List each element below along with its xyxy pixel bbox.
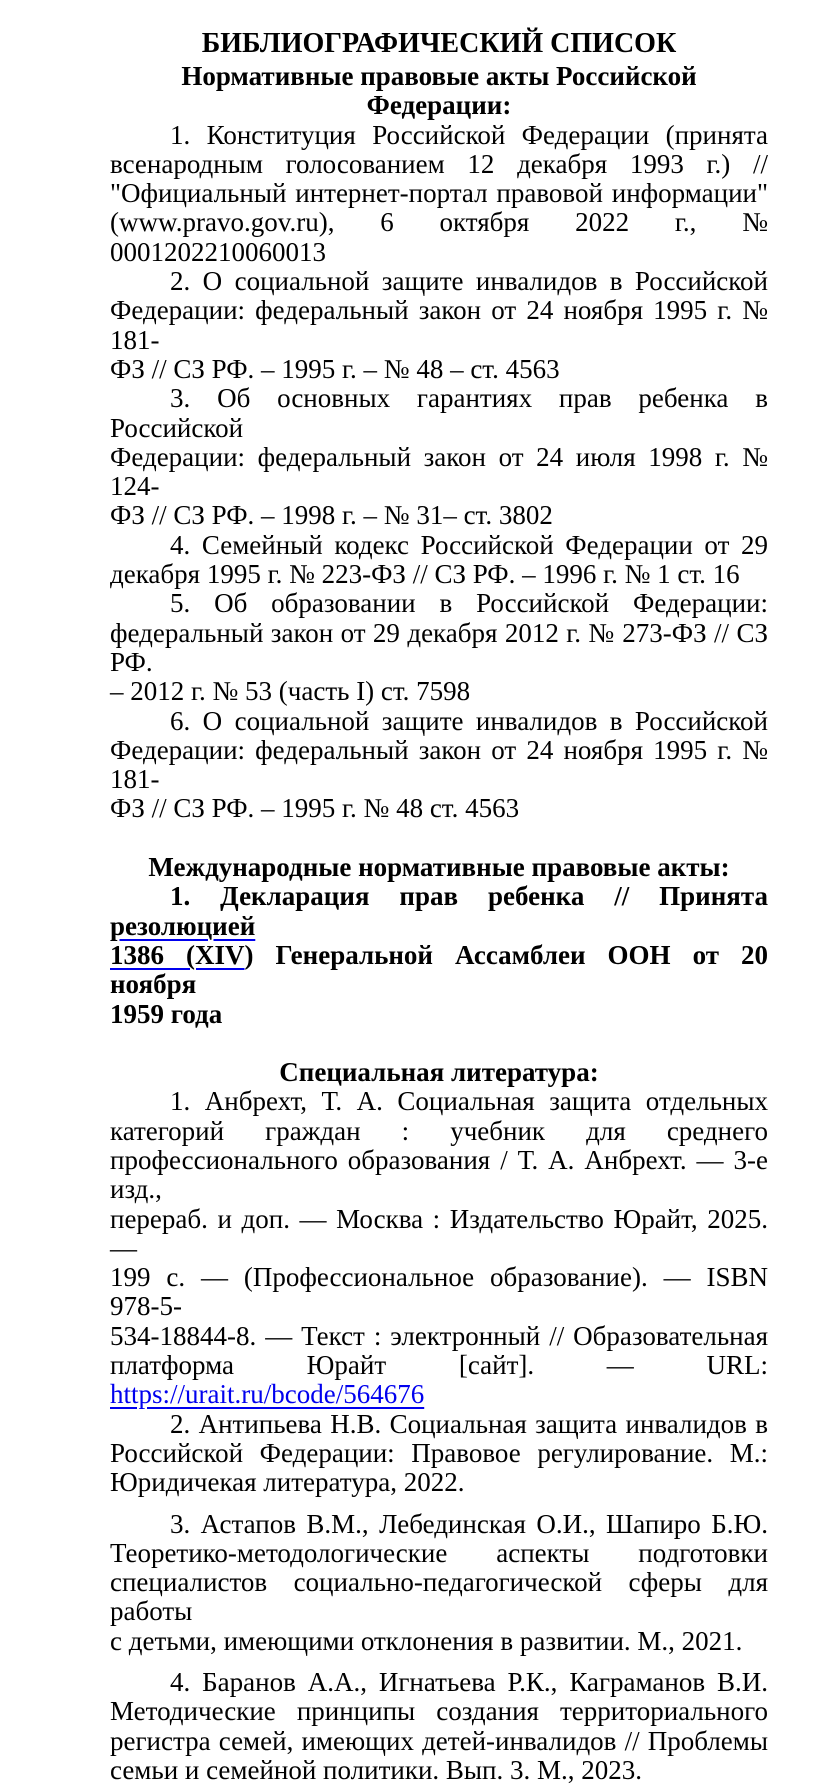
entry-line: [110, 150, 768, 179]
bibliography-section: [110, 62, 768, 824]
text-segment: Российской Федерации: Правовое регулирование. М.:: [110, 1437, 768, 1468]
text-segment: федеральный закон от 29 декабря 2012 г. № 273-ФЗ // СЗ РФ.: [110, 617, 768, 677]
text-segment: ) Генеральной Ассамблеи ООН от 20 ноября: [110, 939, 769, 1000]
text-segment: 1. Декларация прав ребенка // Принята: [170, 881, 768, 912]
entry-line: [110, 1539, 768, 1568]
entry-line: [110, 1351, 768, 1380]
text-segment: специалистов социально-педагогической сферы для работы: [110, 1567, 768, 1627]
text-segment: перераб. и доп. — Москва : Издательство Юрайт, 2025. —: [110, 1203, 768, 1263]
bibliography-entry: [110, 589, 768, 706]
text-segment: Федерации: федеральный закон от 24 июля 1998 г. № 124-: [110, 441, 768, 502]
text-segment: с детьми, имеющими отклонения в развитии. М., 2021.: [110, 1625, 743, 1656]
text-segment: платформа Юрайт [сайт]. — URL:: [110, 1350, 768, 1381]
text-segment: 5. Об образовании в Российской Федерации:: [170, 588, 768, 619]
hyperlink[interactable]: резолюцией: [110, 910, 256, 941]
text-segment: 1959 года: [110, 998, 223, 1029]
entry-line: [110, 677, 768, 706]
entry-line: [110, 619, 768, 678]
text-segment: всенародным голосованием 12 декабря 1993 г.) //: [110, 148, 768, 179]
entry-line: [110, 501, 768, 530]
entry-line: [110, 208, 768, 267]
text-segment: 2. Антипьева Н.В. Социальная защита инвалидов в: [170, 1408, 768, 1439]
bibliography-entry: [110, 1410, 768, 1498]
entry-line: [110, 1117, 768, 1146]
entry-line: [110, 736, 768, 795]
entry-line: [110, 1668, 768, 1697]
text-segment: Юридичекая литература, 2022.: [110, 1467, 465, 1498]
entry-line: [110, 296, 768, 355]
section-heading: Международные нормативные правовые акты:: [148, 852, 730, 883]
entry-line: [110, 531, 768, 560]
text-segment: 6. О социальной защите инвалидов в Российской: [170, 705, 768, 736]
entry-line: [110, 267, 768, 296]
text-segment: декабря 1995 г. № 223-ФЗ // СЗ РФ. – 1996 г. № 1 ст. 16: [110, 559, 740, 590]
text-segment: Федерации: федеральный закон от 24 ноября 1995 г. № 181-: [110, 295, 768, 355]
entry-line: [110, 443, 768, 502]
text-segment: "Официальный интернет-портал правовой информации": [110, 178, 768, 209]
bibliography-section: [110, 853, 768, 1029]
entry-line: [110, 941, 768, 1000]
text-segment: Федерации: федеральный закон от 24 ноября 1995 г. № 181-: [110, 734, 768, 795]
text-segment: ФЗ // СЗ РФ. – 1995 г. № 48 ст. 4563: [110, 793, 520, 824]
text-segment: 4. Семейный кодекс Российской Федерации от 29: [170, 529, 768, 560]
entry-line: [110, 1263, 768, 1322]
text-segment: 4. Баранов А.А., Игнатьева Р.К., Каграманов В.И.: [170, 1667, 768, 1698]
entry-line: [110, 1756, 768, 1785]
entry-line: [110, 1205, 768, 1264]
bibliography-entry: [110, 1510, 768, 1656]
text-segment: Теоретико-методологические аспекты подготовки: [110, 1537, 768, 1568]
text-segment: (www.pravo.gov.ru), 6 октября 2022 г., № 0001202210060013: [110, 207, 768, 267]
text-segment: 2. О социальной защите инвалидов в Российской: [170, 266, 768, 297]
entry-line: [110, 1087, 768, 1116]
entry-line: [110, 1727, 768, 1756]
entry-line: [110, 1568, 768, 1627]
text-segment: 199 с. — (Профессиональное образование). — ISBN 978-5-: [110, 1262, 768, 1322]
section-heading: Нормативные правовые акты Российской Федерации:: [181, 61, 697, 121]
entry-line: [110, 384, 768, 443]
bibliography-entry: [110, 267, 768, 384]
entry-line: [110, 121, 768, 150]
entry-line: [110, 1468, 768, 1497]
entry-line: [110, 794, 768, 823]
entry-line: [110, 882, 768, 941]
section-heading: Специальная литература:: [279, 1057, 599, 1088]
entry-line: [110, 560, 768, 589]
entry-line: [110, 1439, 768, 1468]
bibliography-section: [110, 1058, 768, 1785]
sections: [110, 62, 768, 1785]
entry-line: [110, 707, 768, 736]
entry-line: [110, 1697, 768, 1726]
hyperlink[interactable]: 1386 (XIV: [110, 939, 245, 970]
bibliography-entry: [110, 1668, 768, 1785]
text-segment: ФЗ // СЗ РФ. – 1998 г. – № 31– ст. 3802: [110, 500, 553, 531]
text-segment: ФЗ // СЗ РФ. – 1995 г. – № 48 – ст. 4563: [110, 353, 560, 384]
text-segment: профессионального образования / Т. А. Анбрехт. — 3-е изд.,: [110, 1144, 768, 1205]
text-segment: 534-18844-8. — Текст : электронный // Образовательная: [110, 1320, 768, 1351]
entry-line: [110, 1380, 768, 1409]
page-title: БИБЛИОГРАФИЧЕСКИЙ СПИСОК: [201, 28, 677, 59]
text-segment: 3. Астапов В.М., Лебединская О.И., Шапиро Б.Ю.: [170, 1508, 768, 1539]
text-segment: Методические принципы создания территориального: [110, 1696, 768, 1727]
text-segment: семьи и семейной политики. Вып. 3. М., 2023.: [110, 1754, 642, 1785]
bibliography-entry: [110, 882, 768, 1028]
bibliography-entry: [110, 1087, 768, 1409]
entry-line: [110, 1627, 768, 1656]
entry-line: [110, 1146, 768, 1205]
bibliography-entry: [110, 384, 768, 530]
bibliography-entry: [110, 531, 768, 590]
entry-line: [110, 589, 768, 618]
entry-line: [110, 355, 768, 384]
bibliography-entry: [110, 707, 768, 824]
text-segment: 1. Конституция Российской Федерации (принята: [170, 119, 768, 150]
hyperlink[interactable]: https://urait.ru/bcode/564676: [110, 1379, 425, 1410]
text-segment: регистра семей, имеющих детей-инвалидов // Проблемы: [110, 1725, 768, 1756]
text-segment: 3. Об основных гарантиях прав ребенка в Российской: [110, 383, 768, 443]
entry-line: [110, 1410, 768, 1439]
entry-line: [110, 1510, 768, 1539]
entry-line: [110, 1322, 768, 1351]
entry-line: [110, 179, 768, 208]
entry-line: [110, 1000, 768, 1029]
text-segment: 1. Анбрехт, Т. А. Социальная защита отдельных: [170, 1086, 768, 1117]
bibliography-entry: [110, 121, 768, 267]
text-segment: категорий граждан : учебник для среднего: [110, 1115, 768, 1146]
text-segment: – 2012 г. № 53 (часть I) ст. 7598: [110, 676, 471, 707]
